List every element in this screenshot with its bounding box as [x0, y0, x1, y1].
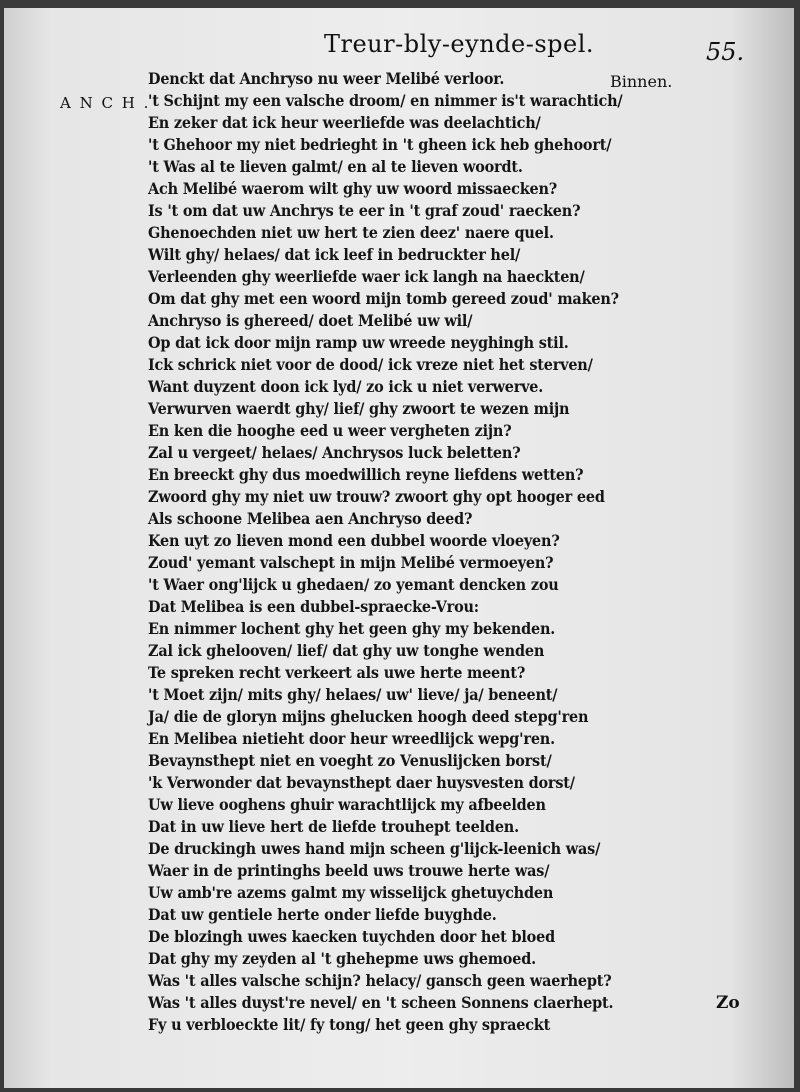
verse-line: Zal u vergeet/ helaes/ Anchrysos luck beletten?: [148, 443, 521, 462]
verse-line: Ach Melibé waerom wilt ghy uw woord missaecken?: [148, 179, 558, 198]
verse-line: Uw amb're azems galmt my wisselijck ghetuychden: [148, 883, 554, 902]
verse-line: De druckingh uwes hand mijn scheen g'lijck-leenich was/: [148, 839, 601, 858]
verse-line: Zal ick ghelooven/ lief/ dat ghy uw tonghe wenden: [148, 641, 545, 660]
verse-line: 't Was al te lieven galmt/ en al te lieven woordt.: [148, 157, 523, 176]
verse-line: Fy u verbloeckte lit/ fy tong/ het geen ghy spraeckt: [148, 1015, 551, 1034]
catchword: Zo: [716, 993, 740, 1013]
verse-line: Want duyzent doon ick lyd/ zo ick u niet verwerve.: [148, 377, 544, 396]
verse-line: Ken uyt zo lieven mond een dubbel woorde vloeyen?: [148, 531, 560, 550]
book-page: [4, 8, 794, 1088]
verse-line: En breeckt ghy dus moedwillich reyne liefdens wetten?: [148, 465, 584, 484]
page-number: 55.: [706, 38, 745, 66]
verse-line: Dat ghy my zeyden al 't ghehepme uws ghemoed.: [148, 949, 536, 968]
stage-direction: Binnen.: [610, 72, 673, 91]
speaker-label: A N C H .: [60, 94, 151, 112]
verse-line: Op dat ick door mijn ramp uw wreede neyghingh stil.: [148, 333, 569, 352]
verse-line: Wilt ghy/ helaes/ dat ick leef in bedruckter hel/: [148, 245, 521, 264]
verse-line: 't Schijnt my een valsche droom/ en nimmer is't warachtich/: [148, 91, 623, 110]
verse-line: Anchryso is ghereed/ doet Melibé uw wil/: [148, 311, 473, 330]
verse-line: Te spreken recht verkeert als uwe herte meent?: [148, 663, 526, 682]
verse-line: 't Waer ong'lijck u ghedaen/ zo yemant dencken zou: [148, 575, 559, 594]
verse-line: Denckt dat Anchryso nu weer Melibé verloor.: [148, 69, 505, 88]
verse-line: Ick schrick niet voor de dood/ ick vreze niet het sterven/: [148, 355, 593, 374]
verse-line: Verleenden ghy weerliefde waer ick langh na haeckten/: [148, 267, 585, 286]
verse-line: Uw lieve ooghens ghuir warachtlijck my afbeelden: [148, 795, 546, 814]
verse-line: Is 't om dat uw Anchrys te eer in 't graf zoud' raecken?: [148, 201, 581, 220]
verse-lines: [148, 68, 688, 1036]
verse-line: Ja/ die de gloryn mijns ghelucken hoogh deed stepg'ren: [148, 707, 589, 726]
verse-line: De blozingh uwes kaecken tuychden door het bloed: [148, 927, 555, 946]
verse-line: Dat Melibea is een dubbel-spraecke-Vrou:: [148, 597, 479, 616]
verse-line: Dat uw gentiele herte onder liefde buyghde.: [148, 905, 497, 924]
verse-line: Was 't alles valsche schijn? helacy/ gansch geen waerhept?: [148, 971, 612, 990]
verse-line: Zwoord ghy my niet uw trouw? zwoort ghy opt hooger eed: [148, 487, 605, 506]
verse-line: Ghenoechden niet uw hert te zien deez' naere quel.: [148, 223, 554, 242]
verse-line: Waer in de printinghs beeld uws trouwe herte was/: [148, 861, 550, 880]
verse-line: Bevaynsthept niet en voeght zo Venuslijcken borst/: [148, 751, 552, 770]
verse-line: Zoud' yemant valschept in mijn Melibé vermoeyen?: [148, 553, 554, 572]
verse-line: En zeker dat ick heur weerliefde was deelachtich/: [148, 113, 541, 132]
verse-line: 't Moet zijn/ mits ghy/ helaes/ uw' lieve/ ja/ beneent/: [148, 685, 558, 704]
verse-line: Was 't alles duyst're nevel/ en 't scheen Sonnens claerhept.: [148, 993, 614, 1012]
verse-line: Verwurven waerdt ghy/ lief/ ghy zwoort te wezen mijn: [148, 399, 570, 418]
running-title: Treur-bly-eynde-spel.: [324, 30, 595, 58]
verse-line: En Melibea nietieht door heur wreedlijck wepg'ren.: [148, 729, 555, 748]
verse-line: Dat in uw lieve hert de liefde trouhept teelden.: [148, 817, 519, 836]
verse-line: 'k Verwonder dat bevaynsthept daer huysvesten dorst/: [148, 773, 575, 792]
verse-line: 't Ghehoor my niet bedrieght in 't gheen ick heb ghehoort/: [148, 135, 612, 154]
verse-line: En nimmer lochent ghy het geen ghy my bekenden.: [148, 619, 556, 638]
verse-line: En ken die hooghe eed u weer vergheten zijn?: [148, 421, 512, 440]
verse-line: Als schoone Melibea aen Anchryso deed?: [148, 509, 473, 528]
verse-line: Om dat ghy met een woord mijn tomb gereed zoud' maken?: [148, 289, 619, 308]
